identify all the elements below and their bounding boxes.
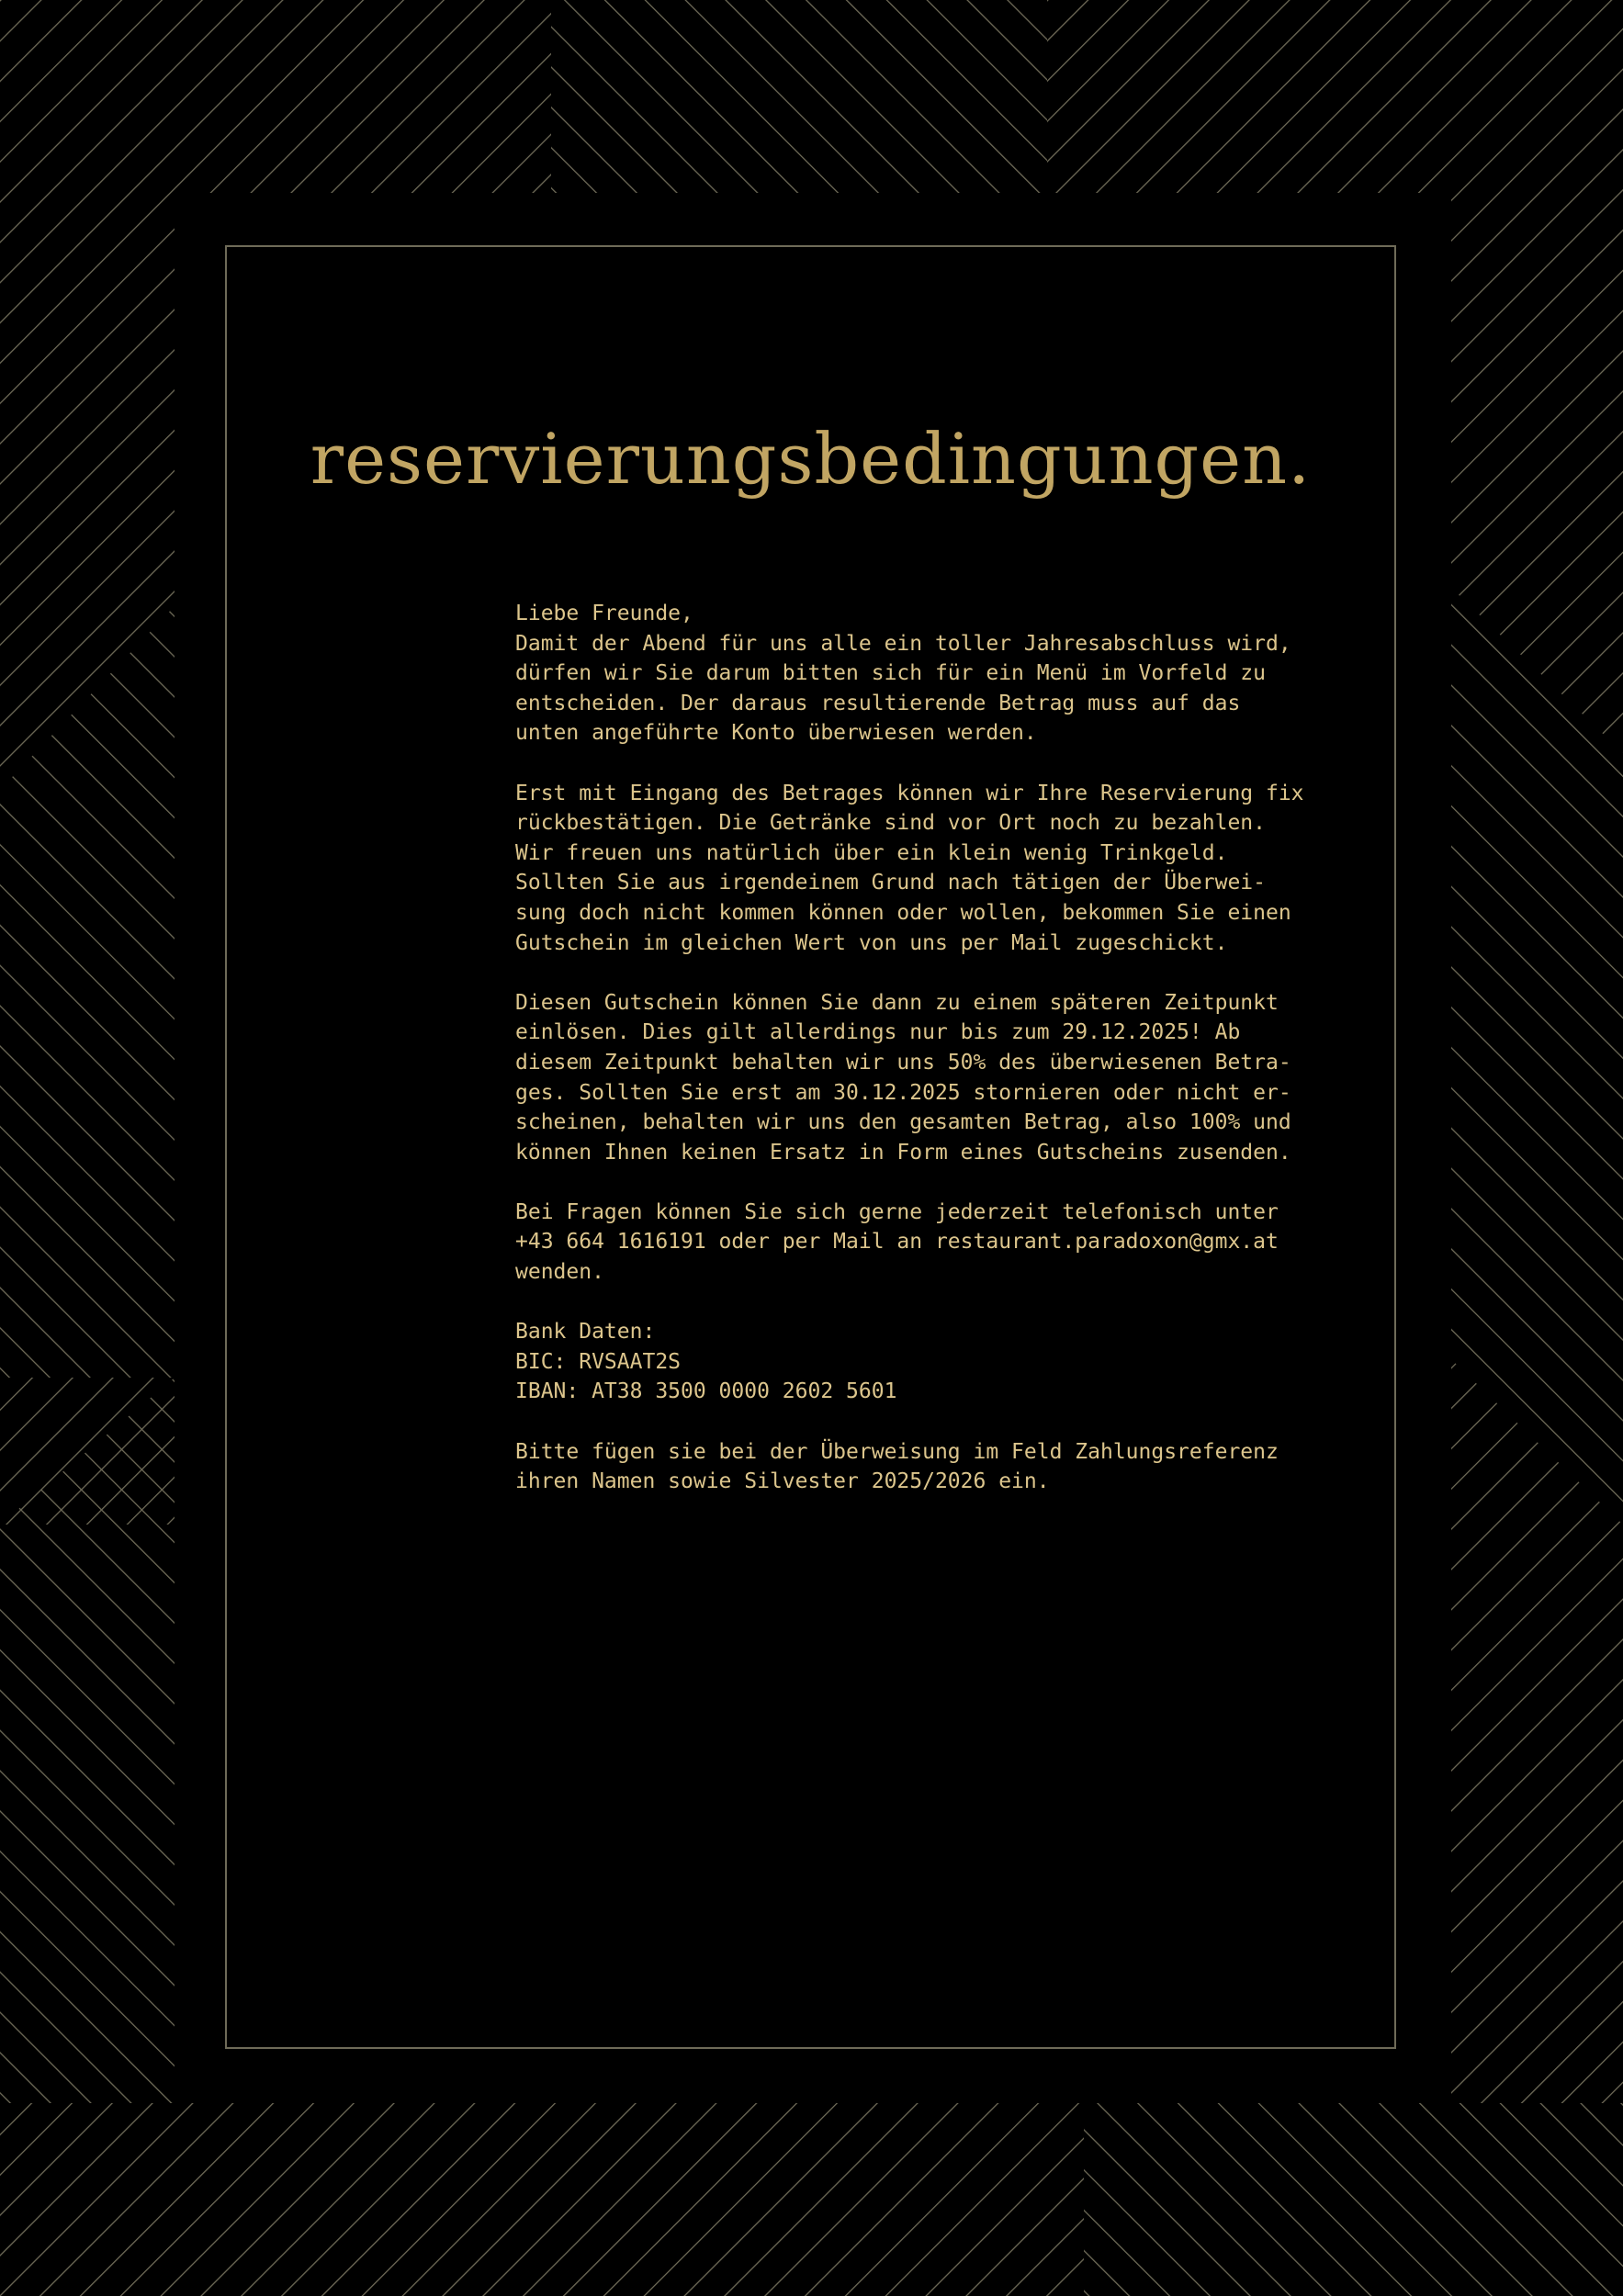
body-text [515,599,1397,1526]
text-line: einlösen. Dies gilt allerdings nur bis zum 29.12.2025! Ab [515,1020,1241,1045]
paragraph-confirmation [515,779,1397,959]
text-line: ihren Namen sowie Silvester 2025/2026 ein. [515,1469,1050,1494]
text-line: sung doch nicht kommen können oder wollen, bekommen Sie einen [515,900,1291,925]
text-line: Gutschein im gleichen Wert von uns per Mail zugeschickt. [515,930,1228,955]
text-line: IBAN: AT38 3500 0000 2602 5601 [515,1379,897,1404]
page-title: reservierungsbedingungen. [310,418,1312,500]
text-line: unten angeführte Konto überwiesen werden. [515,721,1037,746]
text-line: Bitte fügen sie bei der Überweisung im Feld Zahlungsreferenz [515,1439,1279,1464]
text-line: Wir freuen uns natürlich über ein klein wenig Trinkgeld. [515,840,1228,865]
text-line: Erst mit Eingang des Betrages können wir Ihre Reservierung fix [515,781,1304,805]
text-line: wenden. [515,1260,604,1285]
paragraph-voucher [515,988,1397,1168]
text-line: Sollten Sie aus irgendeinem Grund nach tätigen der Überwei- [515,871,1266,895]
paragraph-bank-details [515,1317,1397,1407]
text-line: Damit der Abend für uns alle ein toller Jahresabschluss wird, [515,631,1291,656]
text-line: Bank Daten: [515,1320,656,1345]
text-line: rückbestätigen. Die Getränke sind vor Ort noch zu bezahlen. [515,811,1266,836]
text-line: BIC: RVSAAT2S [515,1349,682,1374]
text-line: dürfen wir Sie darum bitten sich für ein Menü im Vorfeld zu [515,661,1266,686]
paragraph-contact [515,1198,1397,1288]
text-line: entscheiden. Der daraus resultierende Betrag muss auf das [515,691,1241,715]
paragraph-payment-reference [515,1437,1397,1497]
text-line: +43 664 1616191 oder per Mail an restaurant.paradoxon@gmx.at [515,1230,1279,1255]
text-line: scheinen, behalten wir uns den gesamten Betrag, also 100% und [515,1110,1291,1135]
text-line: ges. Sollten Sie erst am 30.12.2025 stornieren oder nicht er- [515,1080,1291,1105]
text-line: Liebe Freunde, [515,602,693,625]
text-line: diesem Zeitpunkt behalten wir uns 50% des überwiesenen Betra- [515,1050,1291,1075]
text-line: Bei Fragen können Sie sich gerne jederzeit telefonisch unter [515,1199,1279,1224]
text-line: können Ihnen keinen Ersatz in Form eines Gutscheins zusenden. [515,1140,1291,1165]
paragraph-greeting [515,599,1397,748]
text-line: Diesen Gutschein können Sie dann zu einem späteren Zeitpunkt [515,990,1279,1015]
